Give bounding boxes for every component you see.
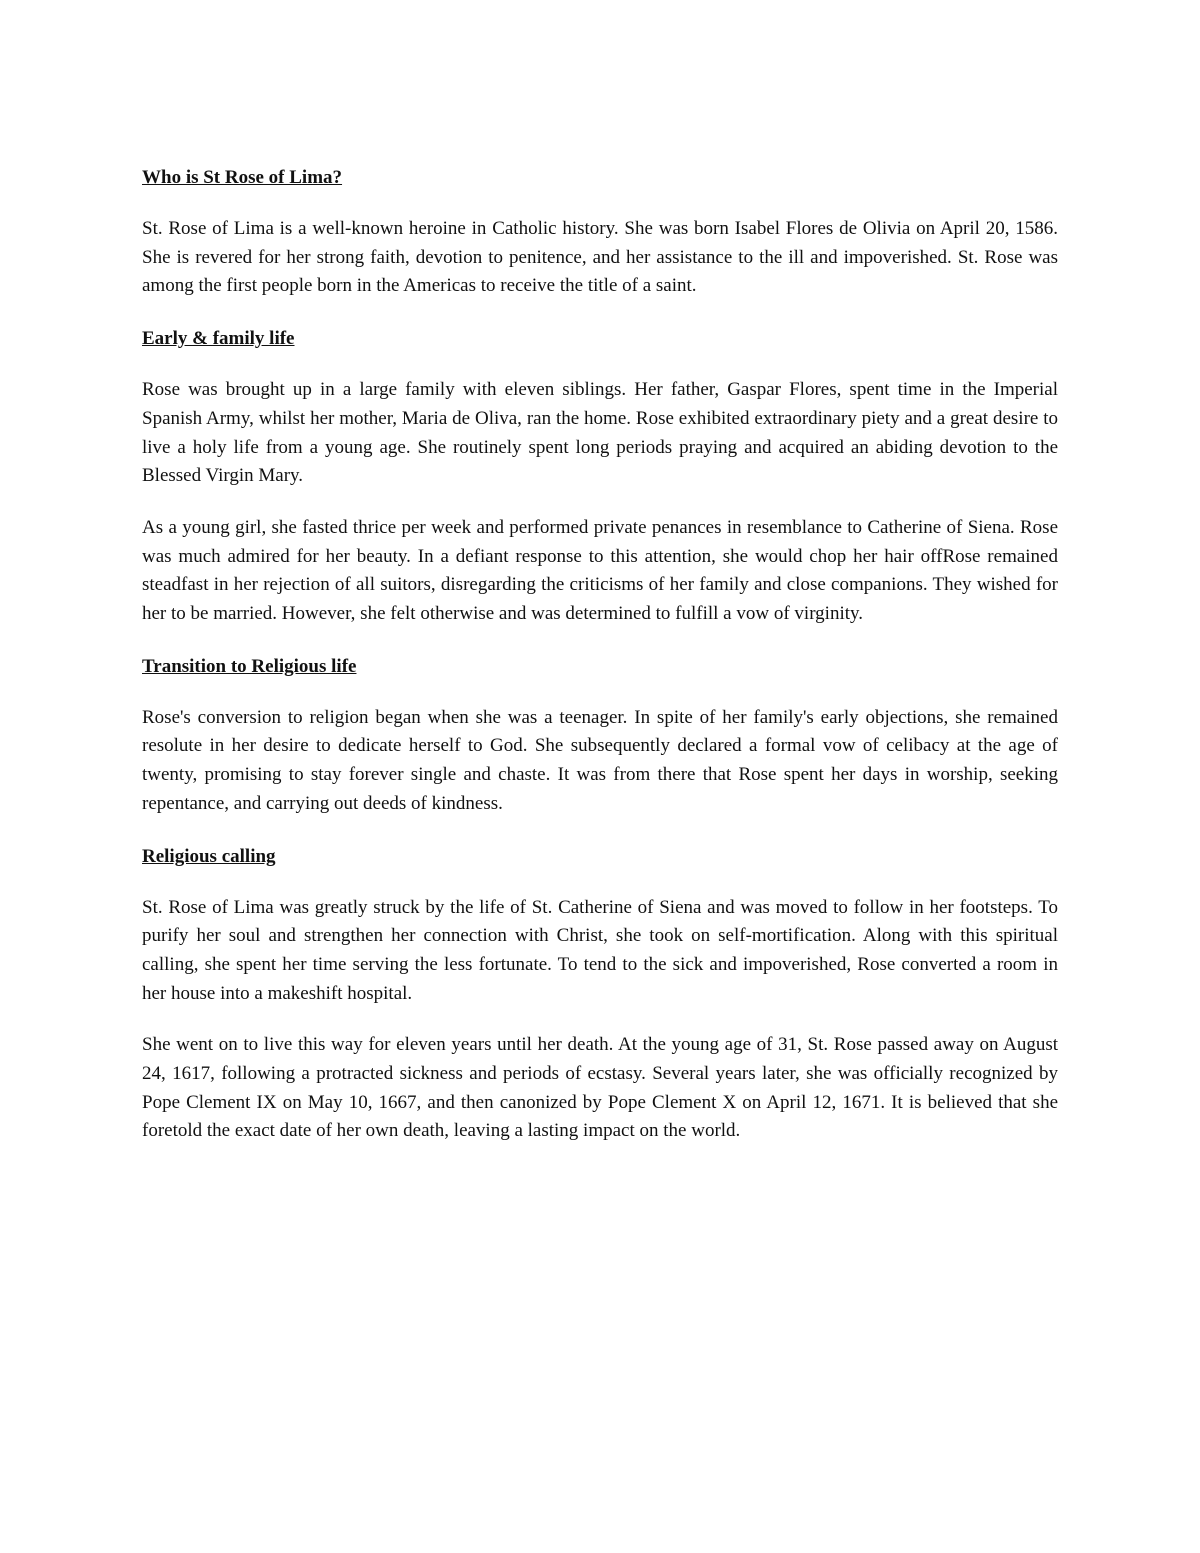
- section-transition-religious-life: [142, 652, 1058, 819]
- section-paragraph: Rose's conversion to religion began when she was a teenager. In spite of her family's early objections, she remained resolute in her desire to dedicate herself to God. She subsequently declared a formal vow of celibacy at the age of twenty, promising to stay forever single and chaste. It was from there that Rose spent her days in worship, seeking repentance, and carrying out deeds of kindness.: [142, 706, 1058, 814]
- section-who-is-st-rose: [142, 163, 1058, 301]
- section-heading: Early & family life: [142, 328, 295, 350]
- section-paragraph: As a young girl, she fasted thrice per week and performed private penances in resemblance to Catherine of Siena. Rose was much admired for her beauty. In a defiant response to this attention, she would chop her hair offRose remained steadfast in her rejection of all suitors, disregarding the criticisms of her family and close companions. They wished for her to be married. However, she felt otherwise and was determined to fulfill a vow of virginity.: [142, 516, 1058, 625]
- section-paragraph: St. Rose of Lima was greatly struck by the life of St. Catherine of Siena and was moved to follow in her footsteps. To purify her soul and strengthen her connection with Christ, she took on self-mortification. Along with this spiritual calling, she spent her time serving the less fortunate. To tend to the sick and impoverished, Rose converted a room in her house into a makeshift hospital.: [142, 896, 1058, 1004]
- section-paragraph: St. Rose of Lima is a well-known heroine in Catholic history. She was born Isabel Flores de Olivia on April 20, 1586. She is revered for her strong faith, devotion to penitence, and her assistance to the ill and impoverished. St. Rose was among the first people born in the Americas to receive the title of a saint.: [142, 218, 1058, 297]
- section-paragraph: Rose was brought up in a large family with eleven siblings. Her father, Gaspar Flores, spent time in the Imperial Spanish Army, whilst her mother, Maria de Oliva, ran the home. Rose exhibited extraordinary piety and a great desire to live a holy life from a young age. She routinely spent long periods praying and acquired an abiding devotion to the Blessed Virgin Mary.: [142, 379, 1058, 487]
- document-page: [142, 163, 1058, 1169]
- section-paragraph: She went on to live this way for eleven years until her death. At the young age of 31, St. Rose passed away on August 24, 1617, following a protracted sickness and periods of ecstasy. Several years later, she was officially recognized by Pope Clement IX on May 10, 1667, and then canonized by Pope Clement X on April 12, 1671. It is believed that she foretold the exact date of her own death, leaving a lasting impact on the world.: [142, 1034, 1058, 1142]
- section-heading: Transition to Religious life: [142, 655, 357, 677]
- section-religious-calling: [142, 842, 1058, 1147]
- section-heading: Who is St Rose of Lima?: [142, 167, 343, 188]
- section-early-family-life: [142, 324, 1058, 629]
- section-heading: Religious calling: [142, 845, 276, 867]
